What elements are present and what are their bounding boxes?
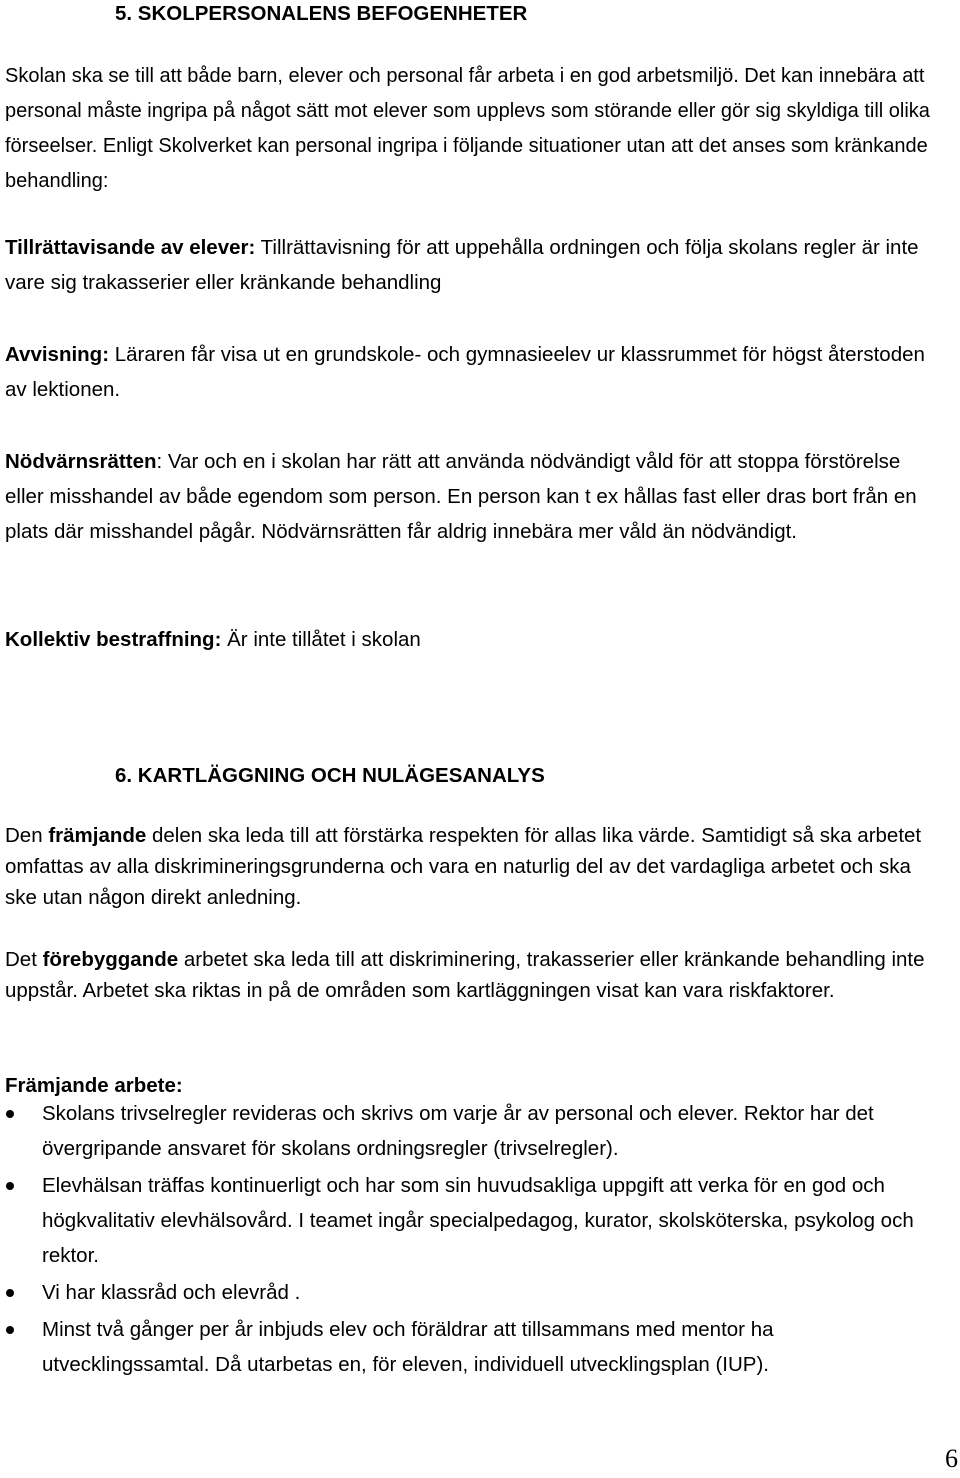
text-run: delen ska leda till att förstärka respekten för allas lika värde. Samtidigt så ska arbetet omfattas av alla diskrimineringsgrunderna och vara en naturlig del av det vardagliga arbetet och ska ske utan någon direkt anledning. — [5, 824, 922, 909]
item-kollektiv-bestraffning — [5, 622, 940, 657]
item-avvisning — [5, 337, 940, 407]
emphasis-forebyggande: förebyggande — [42, 948, 179, 971]
item-text: : Var och en i skolan har rätt att använda nödvändigt våld för att stoppa förstörelse eller misshandel av både egendom som person. En person kan t ex hållas fast eller dras bort från en plats där misshandel pågår. Nödvärnsrätten får aldrig innebära mer våld än nödvändigt. — [5, 450, 917, 543]
bullet-icon — [6, 1289, 14, 1297]
list-item-text: Elevhälsan träffas kontinuerligt och har som sin huvudsakliga uppgift att verka för en god och högkvalitativ elevhälsovård. I teamet ingår specialpedagog, kurator, skolsköterska, psykolog och rektor. — [42, 1174, 914, 1267]
section-6-paragraph-1 — [5, 820, 940, 913]
list-item — [0, 1275, 940, 1310]
text-run: Den — [5, 824, 49, 847]
section-5-heading: 5. SKOLPERSONALENS BEFOGENHETER — [115, 2, 528, 25]
bullet-icon — [6, 1182, 14, 1190]
section-5-intro: Skolan ska se till att både barn, elever och personal får arbeta i en god arbetsmiljö. Det kan innebära att personal måste ingripa på något sätt mot elever som upplevs som störande eller gör sig skyldiga till olika förseelser. Enligt Skolverket kan personal ingripa i följande situationer utan att det anses som kränkande behandling: — [5, 65, 930, 192]
list-item — [0, 1168, 940, 1273]
item-tillrattavisande — [5, 230, 940, 300]
bullet-icon — [6, 1110, 14, 1118]
list-item-text: Skolans trivselregler revideras och skrivs om varje år av personal och elever. Rektor har det övergripande ansvaret för skolans ordningsregler (trivselregler). — [42, 1102, 874, 1160]
item-term: Nödvärnsrätten — [5, 450, 157, 473]
text-run: Det — [5, 948, 43, 971]
page-number: 6 — [945, 1444, 958, 1473]
item-text: Är inte tillåtet i skolan — [221, 628, 421, 651]
subheading-framjande-arbete: Främjande arbete: — [5, 1074, 183, 1097]
item-nodvarnsratten — [5, 444, 940, 549]
list-item — [0, 1096, 940, 1166]
section-6-paragraph-2 — [5, 944, 940, 1006]
bullet-icon — [6, 1326, 14, 1334]
item-term: Kollektiv bestraffning: — [5, 628, 222, 651]
list-item-text: Vi har klassråd och elevråd . — [42, 1281, 301, 1304]
list-item — [0, 1312, 940, 1382]
section-6-heading: 6. KARTLÄGGNING OCH NULÄGESANALYS — [115, 764, 545, 787]
item-term: Tillrättavisande av elever: — [5, 236, 256, 259]
text-run: arbetet ska leda till att diskriminering, trakasserier eller kränkande behandling inte uppstår. Arbetet ska riktas in på de områden som kartläggningen visat kan vara riskfaktorer. — [5, 948, 925, 1002]
item-text: Läraren får visa ut en grundskole- och gymnasieelev ur klassrummet för högst återstoden av lektionen. — [5, 343, 925, 401]
list-item-text: Minst två gånger per år inbjuds elev och föräldrar att tillsammans med mentor ha utvecklingssamtal. Då utarbetas en, för eleven, individuell utvecklingsplan (IUP). — [42, 1318, 774, 1376]
framjande-bullet-list — [0, 1096, 940, 1384]
item-term: Avvisning: — [5, 343, 110, 366]
emphasis-frajmande: främjande — [48, 824, 147, 847]
item-text: Tillrättavisning för att uppehålla ordningen och följa skolans regler är inte vare sig trakasserier eller kränkande behandling — [5, 236, 919, 294]
